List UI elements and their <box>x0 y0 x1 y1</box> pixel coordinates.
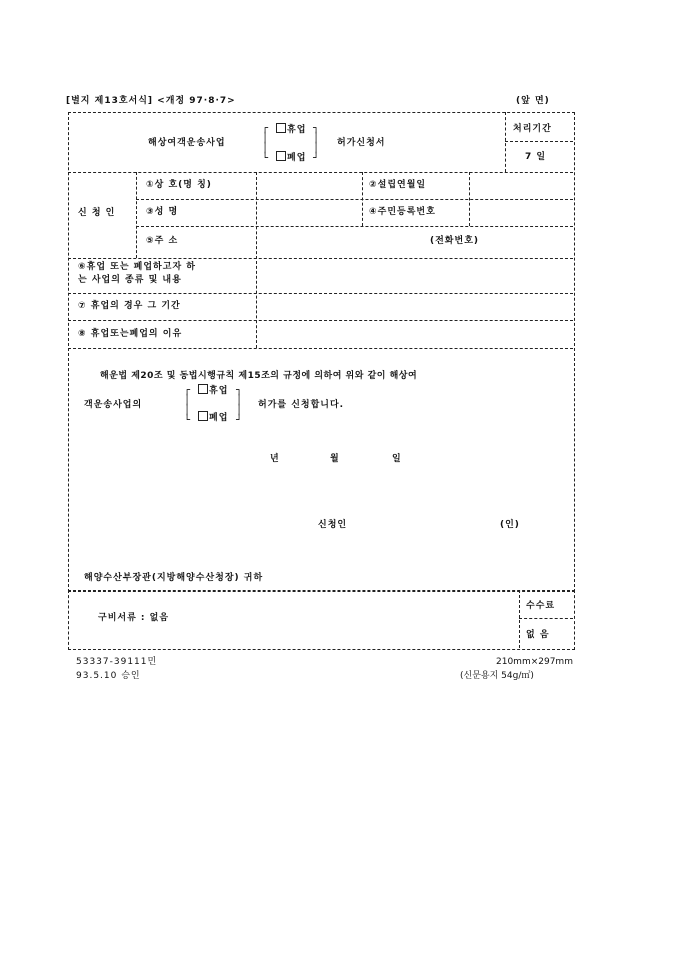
form-id: [별지 제13호서식] <개정 97·8·7> <box>66 96 236 106</box>
side-label: (앞 면) <box>516 96 550 106</box>
required-documents: 구비서류 : 없음 <box>98 613 170 623</box>
divider <box>68 293 573 294</box>
processing-value: 7 일 <box>525 152 547 162</box>
date-year: 년 <box>270 454 280 464</box>
title-option-suspend <box>276 123 306 136</box>
fee-label: 수수료 <box>526 601 556 611</box>
divider <box>68 320 573 321</box>
addressee: 해양수산부장관(지방해양수산청장) 귀하 <box>84 573 264 583</box>
applicant-signature-label: 신청인 <box>318 520 348 530</box>
field-founding-date: ②설립연월일 <box>369 180 427 190</box>
date-month: 월 <box>330 454 340 464</box>
checkbox-icon <box>276 151 286 161</box>
statement-option-close <box>198 411 228 424</box>
row-reason: ⑧ 휴업또는폐업의 이유 <box>78 329 183 339</box>
paper-type: (신문용지 54g/㎡) <box>460 671 534 681</box>
field-resident-number: ④주민등록번호 <box>369 207 436 217</box>
divider <box>68 348 573 349</box>
title-option-suspend-label: 휴업 <box>287 125 307 135</box>
divider <box>136 226 573 227</box>
field-trade-name: ①상 호(명 칭) <box>146 180 212 190</box>
statement-line2-right: 허가를 신청합니다. <box>258 400 345 410</box>
title-bracket-right: ┐ │ │ ┘ <box>313 123 320 164</box>
date-day: 일 <box>392 454 402 464</box>
statement-option-suspend-label: 휴업 <box>209 386 229 396</box>
field-phone: (전화번호) <box>430 236 480 246</box>
divider <box>136 199 573 200</box>
divider <box>68 258 573 259</box>
fee-value: 없 음 <box>526 630 550 640</box>
form-code: 53337-39111민 <box>76 657 158 667</box>
statement-option-close-label: 폐업 <box>209 413 229 423</box>
divider <box>136 172 137 258</box>
statement-line1: 해운법 제20조 및 동법시행규칙 제15조의 규정에 의하여 위와 같이 해상여 <box>100 371 418 381</box>
applicant-label: 신 청 인 <box>78 208 116 218</box>
row-business-type: ⑥휴업 또는 폐업하고자 하 <box>78 262 196 272</box>
divider <box>505 141 573 142</box>
statement-line2-left: 객운송사업의 <box>84 400 143 410</box>
field-address: ⑤주 소 <box>146 236 179 246</box>
checkbox-icon <box>198 411 208 421</box>
statement-bracket-left: ┌ │ │ └ <box>184 385 191 426</box>
divider <box>519 590 520 648</box>
divider <box>505 112 506 172</box>
checkbox-icon <box>198 384 208 394</box>
row-suspension-period: ⑦ 휴업의 경우 그 기간 <box>78 301 181 311</box>
title-option-close-label: 폐업 <box>287 153 307 163</box>
statement-bracket-right: ┐ │ │ ┘ <box>236 385 243 426</box>
row-business-type-cont: 는 사업의 종류 및 내용 <box>78 275 182 285</box>
divider <box>519 618 573 619</box>
approval-date: 93.5.10 승인 <box>76 671 141 681</box>
title-bracket-left: ┌ │ │ └ <box>262 123 269 164</box>
title-option-close <box>276 151 306 164</box>
field-name: ③성 명 <box>146 207 179 217</box>
divider <box>68 172 573 173</box>
statement-option-suspend <box>198 384 228 397</box>
title-left: 해상여객운송사업 <box>148 138 226 148</box>
processing-label: 처리기간 <box>513 124 552 134</box>
checkbox-icon <box>276 123 286 133</box>
title-right: 허가신청서 <box>337 138 386 148</box>
seal-mark: (인) <box>500 520 520 530</box>
paper-size: 210mm×297mm <box>496 657 573 667</box>
